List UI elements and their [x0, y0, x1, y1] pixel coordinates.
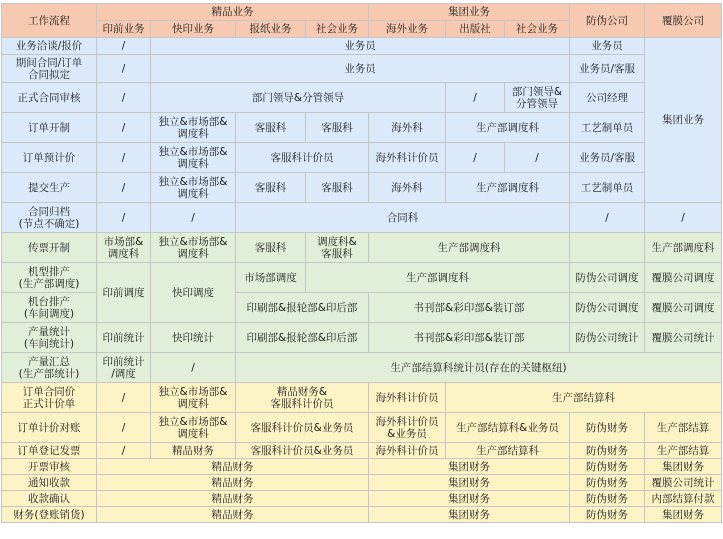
- cell: 部门领导& 分管领导: [505, 83, 570, 113]
- row-label: 传票开制: [2, 233, 97, 263]
- table-row: [2, 459, 722, 475]
- cell: /: [97, 443, 151, 459]
- cell: 独立&市场部& 调度科: [151, 233, 236, 263]
- cell: 书刊部&彩印部&装订部: [369, 293, 570, 323]
- cell: 防伪公司调度: [570, 263, 645, 293]
- cell: 工艺制单员: [570, 173, 645, 203]
- table-row: [2, 83, 722, 113]
- cell: /: [97, 413, 151, 443]
- cell: 集团财务: [645, 459, 722, 475]
- cell: /: [97, 143, 151, 173]
- table-row: [2, 491, 722, 507]
- cell: 覆膜公司统计: [645, 323, 722, 353]
- table-row: [2, 475, 722, 491]
- cell: 生产部结算科: [446, 443, 570, 459]
- row-label: 业务洽谈/报价: [2, 38, 97, 55]
- cell: 印前统计 /调度: [97, 353, 151, 383]
- row-label: 订单预计价: [2, 143, 97, 173]
- cell: 市场部& 调度科: [97, 233, 151, 263]
- cell: 生产部结算科: [446, 383, 722, 413]
- row-label: 产量统计 (车间统计): [2, 323, 97, 353]
- cell: 集团财务: [369, 459, 570, 475]
- table-row: [2, 143, 722, 173]
- table-row: [2, 383, 722, 413]
- table-row: [2, 173, 722, 203]
- cell: 海外科计价员: [369, 443, 446, 459]
- cell: 调度科& 客服科: [306, 233, 369, 263]
- header-jingpin: 精品业务: [97, 4, 369, 21]
- cell: 公司经理: [570, 83, 645, 113]
- cell: 精品财务: [97, 491, 369, 507]
- cell: /: [97, 203, 151, 233]
- cell: /: [97, 173, 151, 203]
- cell: 印刷部&报轮部&印后部: [236, 293, 369, 323]
- cell: 业务员: [151, 55, 570, 83]
- cell: 印刷部&报轮部&印后部: [236, 323, 369, 353]
- cell: /: [505, 143, 570, 173]
- cell: 内部结算付款: [645, 491, 722, 507]
- cell: 合同科: [236, 203, 570, 233]
- cell: 集团财务: [369, 491, 570, 507]
- header-kuaiyin: 快印业务: [151, 21, 236, 38]
- table-row: [2, 55, 722, 83]
- row-label: 订单登记发票: [2, 443, 97, 459]
- cell: 客服科: [236, 113, 306, 143]
- cell: 海外科计价员: [369, 383, 446, 413]
- row-label: 产量汇总 (生产部统计): [2, 353, 97, 383]
- cell: 防伪财务: [570, 475, 645, 491]
- cell: 防伪公司调度: [570, 293, 645, 323]
- cell: 业务员: [570, 38, 645, 55]
- cell: 防伪财务: [570, 443, 645, 459]
- cell: 生产部调度科: [306, 263, 570, 293]
- table-row: [2, 203, 722, 233]
- header-shehui-1: 社会业务: [306, 21, 369, 38]
- cell: 覆膜公司调度: [645, 263, 722, 293]
- cell: 生产部调度科: [645, 233, 722, 263]
- cell: 市场部调度: [236, 263, 306, 293]
- table-row: [2, 507, 722, 523]
- row-label: 机型排产 (生产部调度): [2, 263, 97, 293]
- cell: 快印调度: [151, 263, 236, 323]
- cell: 防伪财务: [570, 459, 645, 475]
- cell: 精品财务: [97, 459, 369, 475]
- cell: 业务员/客服: [570, 143, 645, 173]
- header-yinqian: 印前业务: [97, 21, 151, 38]
- cell: 客服科: [236, 173, 306, 203]
- cell: 海外科: [369, 173, 446, 203]
- row-label: 合同归档 (节点不确定): [2, 203, 97, 233]
- header-chubanshe: 出版社: [446, 21, 505, 38]
- cell: 客服科: [306, 113, 369, 143]
- cell: 业务员/客服: [570, 55, 645, 83]
- cell: 精品财务: [151, 443, 236, 459]
- cell: 印前调度: [97, 263, 151, 323]
- row-label: 开票审核: [2, 459, 97, 475]
- cell: 集团财务: [645, 507, 722, 523]
- table-row: [2, 233, 722, 263]
- table-row: [2, 113, 722, 143]
- cell: 业务员: [151, 38, 570, 55]
- cell: /: [151, 353, 236, 383]
- cell: 防伪财务: [570, 413, 645, 443]
- cell: 集团财务: [369, 475, 570, 491]
- row-label: 收款确认: [2, 491, 97, 507]
- table-row: [2, 413, 722, 443]
- cell: 防伪财务: [570, 491, 645, 507]
- table-row: [2, 263, 722, 293]
- table-row: [2, 443, 722, 459]
- cell: /: [446, 83, 505, 113]
- row-label: 财务(登账销货): [2, 507, 97, 523]
- header-workflow: 工作流程: [2, 4, 97, 38]
- cell: 集团业务: [645, 38, 722, 203]
- header-row-1: [2, 4, 722, 21]
- cell: 防伪公司统计: [570, 323, 645, 353]
- cell: 生产部调度科: [446, 113, 570, 143]
- cell: 生产部调度科: [369, 233, 570, 263]
- cell: 防伪财务: [570, 507, 645, 523]
- header-fangwei: 防伪公司: [570, 4, 645, 38]
- cell: 独立&市场部& 调度科: [151, 113, 236, 143]
- cell: 覆膜公司统计: [645, 475, 722, 491]
- cell: /: [97, 113, 151, 143]
- cell: 书刊部&彩印部&装订部: [369, 323, 570, 353]
- cell: 工艺制单员: [570, 113, 645, 143]
- cell: 客服科计价员&业务员: [236, 443, 369, 459]
- cell: [570, 233, 645, 263]
- cell: /: [97, 55, 151, 83]
- table-row: [2, 353, 722, 383]
- cell: 海外科计价员: [369, 143, 446, 173]
- row-label: 通知收款: [2, 475, 97, 491]
- cell: 客服科计价员&业务员: [236, 413, 369, 443]
- table-row: [2, 323, 722, 353]
- cell: 客服科计价员: [236, 143, 369, 173]
- cell: 独立&市场部& 调度科: [151, 173, 236, 203]
- cell: /: [570, 203, 645, 233]
- row-label: 正式合同审核: [2, 83, 97, 113]
- cell: 生产部结算: [645, 443, 722, 459]
- header-fumo: 覆膜公司: [645, 4, 722, 38]
- cell: 独立&市场部& 调度科: [151, 413, 236, 443]
- cell: 生产部调度科: [446, 173, 570, 203]
- cell: 独立&市场部& 调度科: [151, 143, 236, 173]
- cell: /: [97, 38, 151, 55]
- header-baozhi: 报纸业务: [236, 21, 306, 38]
- cell: /: [97, 383, 151, 413]
- cell: 覆膜公司调度: [645, 293, 722, 323]
- cell: 海外科: [369, 113, 446, 143]
- cell: 精品财务& 客服科计价员: [236, 383, 369, 413]
- cell: /: [151, 203, 236, 233]
- cell: 印前统计: [97, 323, 151, 353]
- cell: 生产部结算: [645, 413, 722, 443]
- cell: /: [446, 143, 505, 173]
- cell: 精品财务: [97, 475, 369, 491]
- cell: 生产部结算科统计员(存在的关键枢纽): [236, 353, 722, 383]
- cell: /: [645, 203, 722, 233]
- row-label: 订单合同价 正式计价单: [2, 383, 97, 413]
- cell: 精品财务: [97, 507, 369, 523]
- workflow-table: [1, 3, 722, 523]
- row-label: 订单开制: [2, 113, 97, 143]
- cell: 独立&市场部& 调度科: [151, 383, 236, 413]
- cell: 集团财务: [369, 507, 570, 523]
- cell: 部门领导&分管领导: [151, 83, 446, 113]
- cell: 客服科: [236, 233, 306, 263]
- cell: 快印统计: [151, 323, 236, 353]
- cell: 客服科: [306, 173, 369, 203]
- header-shehui-2: 社会业务: [505, 21, 570, 38]
- cell: 生产部结算科&业务员: [446, 413, 570, 443]
- row-label: 期间合同/订单 合同拟定: [2, 55, 97, 83]
- header-haiwai: 海外业务: [369, 21, 446, 38]
- cell: 海外科计价员 &业务员: [369, 413, 446, 443]
- row-label: 机台排产 (车间调度): [2, 293, 97, 323]
- cell: /: [97, 83, 151, 113]
- row-label: 提交生产: [2, 173, 97, 203]
- header-jituan: 集团业务: [369, 4, 570, 21]
- row-label: 订单计价对账: [2, 413, 97, 443]
- table-row: [2, 38, 722, 55]
